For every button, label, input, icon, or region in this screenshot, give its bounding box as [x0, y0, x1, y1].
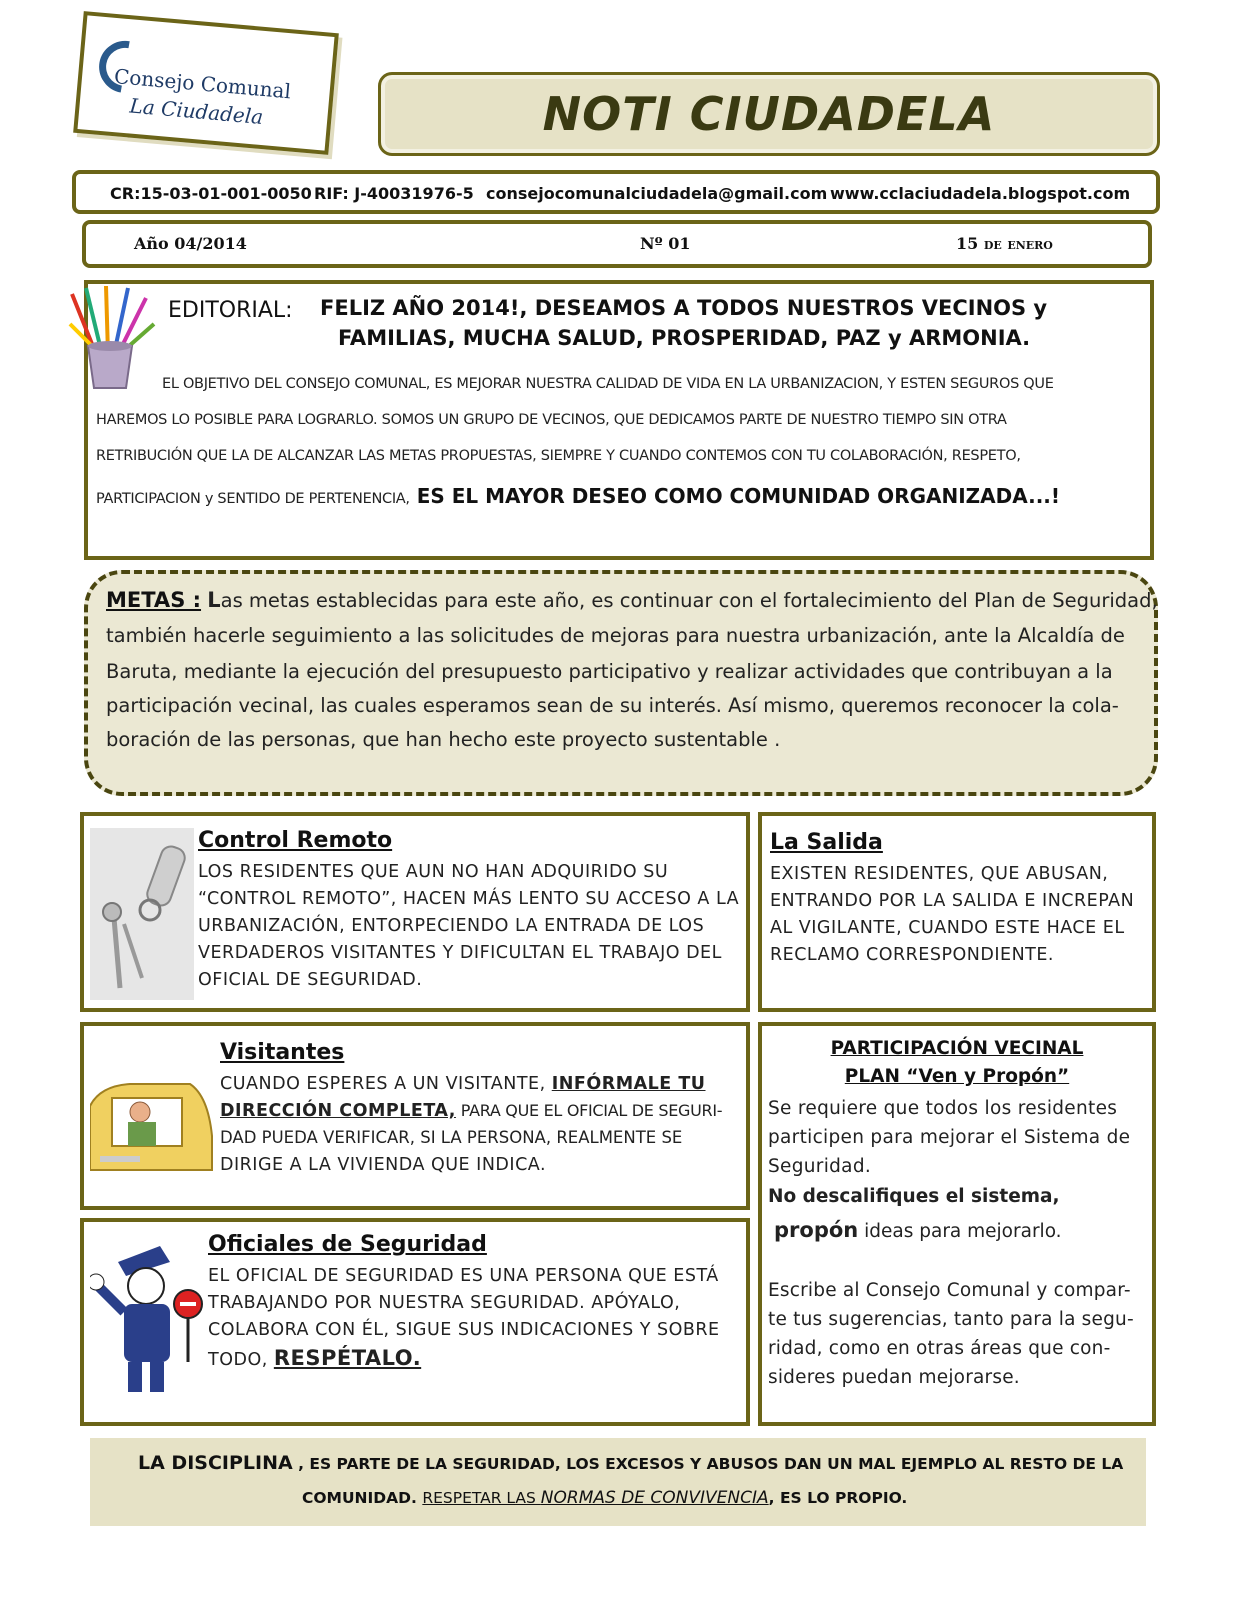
- footer-emphasis: NORMAS DE CONVIVENCIA: [540, 1488, 769, 1508]
- participacion-box: [758, 1022, 1156, 1426]
- participacion-line: participen para mejorar el Sistema de: [768, 1127, 1131, 1148]
- remote-keys-icon: [90, 828, 194, 1000]
- visitantes-line: DIRIGE A LA VIVIENDA QUE INDICA.: [220, 1155, 547, 1175]
- editorial-label: EDITORIAL:: [168, 298, 293, 323]
- control-remoto-line: OFICIAL DE SEGURIDAD.: [198, 970, 423, 990]
- pencil-cup-icon: [66, 284, 162, 394]
- participacion-subtitle: PLAN “Ven y Propón”: [844, 1066, 1070, 1087]
- editorial-section: [84, 280, 1154, 560]
- editorial-headline-1: FELIZ AÑO 2014!, DESEAMOS A TODOS NUESTROS VECINOS y: [320, 296, 1048, 320]
- control-remoto-title: Control Remoto: [198, 828, 393, 853]
- info-bar: [72, 170, 1160, 214]
- control-remoto-box: [80, 812, 750, 1012]
- visitantes-box: [80, 1022, 750, 1210]
- control-remoto-line: “CONTROL REMOTO”, HACEN MÁS LENTO SU ACCESO A LA: [198, 889, 740, 909]
- logo-line-1: Consejo Comunal: [113, 64, 292, 104]
- participacion-line: sideres puedan mejorarse.: [768, 1367, 1020, 1388]
- editorial-line: EL OBJETIVO DEL CONSEJO COMUNAL, ES MEJORAR NUESTRA CALIDAD DE VIDA EN LA URBANIZACION, Y ESTEN SEGUROS QUE: [162, 376, 1054, 392]
- footer-emphasis: RESPETAR LAS: [422, 1489, 541, 1507]
- issue-number: Nº 01: [640, 234, 691, 253]
- editorial-line: [96, 484, 1060, 508]
- la-salida-box: [758, 812, 1156, 1012]
- footer-banner: [90, 1438, 1146, 1526]
- issue-date: 15 de enero: [956, 234, 1053, 253]
- rif-number: RIF: J-40031976-5: [314, 184, 474, 203]
- issue-bar: [82, 220, 1152, 268]
- oficiales-line-text: TODO,: [208, 1350, 274, 1370]
- oficiales-line: TRABAJANDO POR NUESTRA SEGURIDAD. APÓYALO,: [208, 1293, 681, 1313]
- visitantes-emphasis: INFÓRMALE TU: [551, 1074, 706, 1094]
- visitantes-emphasis: DIRECCIÓN COMPLETA,: [220, 1101, 456, 1121]
- la-salida-line: EXISTEN RESIDENTES, QUE ABUSAN,: [770, 864, 1109, 884]
- participacion-line-text: ideas para mejorarlo.: [858, 1221, 1062, 1242]
- participacion-line: Escribe al Consejo Comunal y compar-: [768, 1280, 1131, 1301]
- metas-line: también hacerle seguimiento a las solicitudes de mejoras para nuestra urbanización, ante la Alcaldía de: [106, 624, 1125, 647]
- editorial-headline-2: FAMILIAS, MUCHA SALUD, PROSPERIDAD, PAZ y ARMONIA.: [338, 326, 1031, 350]
- visitantes-title: Visitantes: [220, 1040, 345, 1065]
- footer-line: [138, 1452, 1123, 1474]
- oficiales-title: Oficiales de Seguridad: [208, 1232, 487, 1257]
- logo-line-2: La Ciudadela: [128, 93, 265, 130]
- participacion-bold-line: No descalifiques el sistema,: [768, 1186, 1060, 1207]
- masthead: [378, 72, 1160, 156]
- propon-emphasis: propón: [774, 1218, 859, 1242]
- footer-lead: LA DISCIPLINA: [138, 1452, 293, 1474]
- metas-first-letter: L: [207, 588, 221, 612]
- la-salida-line: AL VIGILANTE, CUANDO ESTE HACE EL: [770, 918, 1125, 938]
- la-salida-line: ENTRANDO POR LA SALIDA E INCREPAN: [770, 891, 1135, 911]
- control-remoto-line: VERDADEROS VISITANTES Y DIFICULTAN EL TRABAJO DEL: [198, 943, 722, 963]
- website-link[interactable]: www.cclaciudadela.blogspot.com: [830, 184, 1131, 203]
- footer-line-text: , ES LO PROPIO.: [768, 1489, 908, 1507]
- newsletter-title: NOTI CIUDADELA: [542, 87, 996, 141]
- footer-line-text: , ES PARTE DE LA SEGURIDAD, LOS EXCESOS Y ABUSOS DAN UN MAL EJEMPLO AL RESTO DE LA: [292, 1455, 1124, 1473]
- la-salida-title: La Salida: [770, 830, 883, 855]
- metas-line-text: as metas establecidas para este año, es continuar con el fortalecimiento del Plan de Seguridad,: [220, 589, 1158, 612]
- metas-line: participación vecinal, las cuales esperamos sean de su interés. Así mismo, queremos reconocer la cola-: [106, 694, 1119, 717]
- editorial-line-text: PARTICIPACION y SENTIDO DE PERTENENCIA,: [96, 491, 410, 507]
- la-salida-line: RECLAMO CORRESPONDIENTE.: [770, 945, 1054, 965]
- participacion-line: ridad, como en otras áreas que con-: [768, 1338, 1111, 1359]
- participacion-line: Seguridad.: [768, 1156, 872, 1177]
- participacion-line: te tus sugerencias, tanto para la segu-: [768, 1309, 1134, 1330]
- oficiales-line: [208, 1346, 421, 1370]
- footer-line: [302, 1488, 907, 1508]
- control-remoto-line: LOS RESIDENTES QUE AUN NO HAN ADQUIRIDO SU: [198, 862, 669, 882]
- participacion-line: Se requiere que todos los residentes: [768, 1098, 1118, 1119]
- oficiales-line: COLABORA CON ÉL, SIGUE SUS INDICACIONES Y SOBRE: [208, 1320, 720, 1340]
- logo: [73, 11, 339, 155]
- control-remoto-line: URBANIZACIÓN, ENTORPECIENDO LA ENTRADA DE LOS: [198, 916, 705, 936]
- cr-number: CR:15-03-01-001-0050: [110, 184, 312, 203]
- issue-year: Año 04/2014: [134, 234, 247, 253]
- metas-line: [106, 588, 1158, 612]
- participacion-title: PARTICIPACIÓN VECINAL: [830, 1038, 1084, 1059]
- editorial-closing: ES EL MAYOR DESEO COMO COMUNIDAD ORGANIZADA...!: [409, 484, 1061, 508]
- visitantes-line: [220, 1101, 722, 1121]
- security-officer-icon: [90, 1232, 204, 1402]
- oficiales-emphasis: RESPÉTALO.: [273, 1346, 422, 1370]
- metas-line: boración de las personas, que han hecho este proyecto sustentable .: [106, 728, 781, 751]
- oficiales-box: [80, 1218, 750, 1426]
- participacion-line: [774, 1218, 1062, 1242]
- visitantes-line-text: PARA QUE EL OFICIAL DE SEGURI-: [455, 1101, 723, 1120]
- visitantes-line-text: CUANDO ESPERES A UN VISITANTE,: [220, 1074, 552, 1094]
- metas-label: METAS :: [106, 588, 202, 612]
- visitantes-line: DAD PUEDA VERIFICAR, SI LA PERSONA, REALMENTE SE: [220, 1128, 683, 1147]
- editorial-line: RETRIBUCIÓN QUE LA DE ALCANZAR LAS METAS PROPUESTAS, SIEMPRE Y CUANDO CONTEMOS CON TU COLABORACIÓN, RESPETO,: [96, 448, 1021, 464]
- oficiales-line: EL OFICIAL DE SEGURIDAD ES UNA PERSONA QUE ESTÁ: [208, 1266, 719, 1286]
- email-link[interactable]: consejocomunalciudadela@gmail.com: [486, 184, 828, 203]
- taxi-driver-icon: [90, 1076, 214, 1176]
- visitantes-line: [220, 1074, 706, 1094]
- metas-line: Baruta, mediante la ejecución del presupuesto participativo y realizar actividades que contribuyan a la: [106, 660, 1113, 683]
- editorial-line: HAREMOS LO POSIBLE PARA LOGRARLO. SOMOS UN GRUPO DE VECINOS, QUE DEDICAMOS PARTE DE NUESTRO TIEMPO SIN OTRA: [96, 412, 1007, 428]
- metas-section: [84, 570, 1158, 796]
- footer-line-text: COMUNIDAD.: [302, 1489, 423, 1507]
